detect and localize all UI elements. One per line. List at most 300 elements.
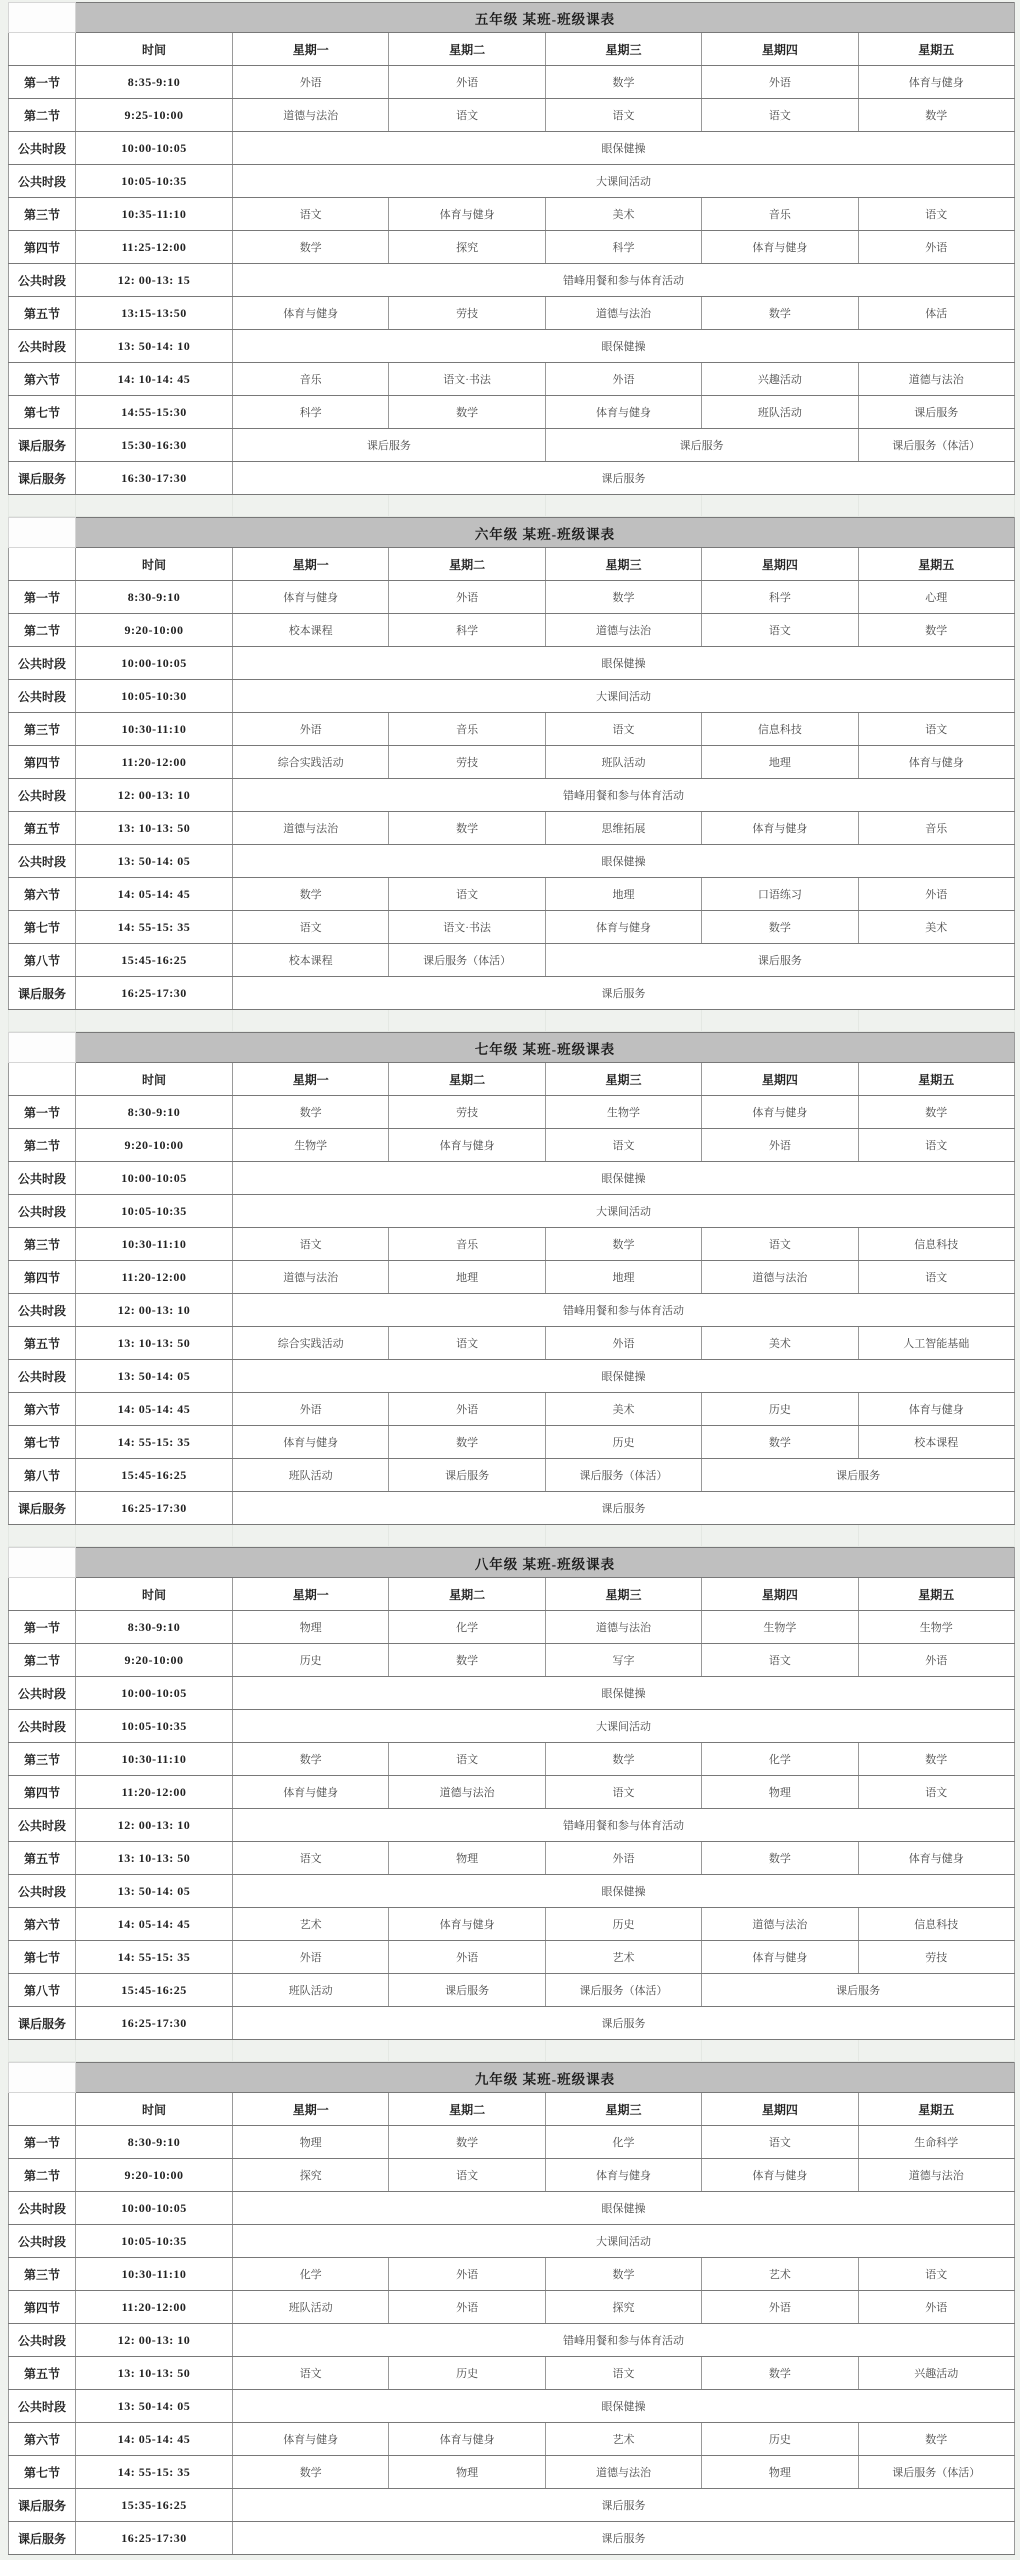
time-cell: 16:25-17:30 bbox=[76, 2522, 233, 2555]
subject-cell: 道德与法治 bbox=[233, 99, 389, 132]
day-header: 星期四 bbox=[702, 1063, 858, 1096]
subject-cell: 化学 bbox=[389, 1611, 545, 1644]
time-cell: 11:20-12:00 bbox=[76, 1776, 233, 1809]
period-label: 第一节 bbox=[9, 581, 76, 614]
timetable-4 bbox=[8, 1547, 1015, 2062]
time-cell: 10:00-10:05 bbox=[76, 2192, 233, 2225]
subject-cell: 外语 bbox=[233, 1393, 389, 1426]
subject-cell: 道德与法治 bbox=[545, 2456, 701, 2489]
subject-cell: 语文 bbox=[545, 99, 701, 132]
table-row bbox=[9, 1459, 1015, 1492]
period-label: 第一节 bbox=[9, 1096, 76, 1129]
corner-cell bbox=[9, 1548, 76, 1578]
subject-cell: 课后服务（体活） bbox=[858, 429, 1014, 462]
table-row bbox=[9, 2423, 1015, 2456]
subject-cell: 写字 bbox=[545, 1644, 701, 1677]
period-label: 公共时段 bbox=[9, 1677, 76, 1710]
period-label: 第三节 bbox=[9, 2258, 76, 2291]
subject-cell: 数学 bbox=[389, 2126, 545, 2159]
table-row bbox=[9, 1644, 1015, 1677]
subject-cell: 校本课程 bbox=[233, 614, 389, 647]
subject-cell: 音乐 bbox=[389, 713, 545, 746]
period-label: 第四节 bbox=[9, 2291, 76, 2324]
subject-cell: 语文 bbox=[545, 1776, 701, 1809]
period-label: 课后服务 bbox=[9, 429, 76, 462]
subject-cell: 课后服务 bbox=[858, 396, 1014, 429]
subject-cell: 体活 bbox=[858, 297, 1014, 330]
subject-cell: 信息科技 bbox=[858, 1908, 1014, 1941]
spacer-cell bbox=[545, 1010, 701, 1032]
period-label: 第八节 bbox=[9, 944, 76, 977]
spacer-cell bbox=[545, 1525, 701, 1547]
subject-cell: 课后服务 bbox=[389, 1459, 545, 1492]
period-label: 第二节 bbox=[9, 1644, 76, 1677]
subject-cell: 外语 bbox=[858, 2291, 1014, 2324]
subject-cell: 课后服务（体活） bbox=[389, 944, 545, 977]
subject-cell: 体育与健身 bbox=[389, 1908, 545, 1941]
subject-cell: 数学 bbox=[545, 66, 701, 99]
subject-cell: 错峰用餐和参与体育活动 bbox=[233, 1294, 1015, 1327]
subject-cell: 道德与法治 bbox=[702, 1908, 858, 1941]
table-row bbox=[9, 1809, 1015, 1842]
time-cell: 10:05-10:35 bbox=[76, 1710, 233, 1743]
time-cell: 10:00-10:05 bbox=[76, 1677, 233, 1710]
header-blank-cell bbox=[9, 1063, 76, 1096]
subject-cell: 体育与健身 bbox=[858, 1393, 1014, 1426]
table-title: 五年级 某班-班级课表 bbox=[76, 3, 1015, 33]
table-row bbox=[9, 2456, 1015, 2489]
day-header: 星期一 bbox=[233, 33, 389, 66]
subject-cell: 美术 bbox=[858, 911, 1014, 944]
spacer-cell bbox=[545, 495, 701, 517]
subject-cell: 历史 bbox=[233, 1644, 389, 1677]
table-row bbox=[9, 581, 1015, 614]
subject-cell: 生物学 bbox=[233, 1129, 389, 1162]
period-label: 第七节 bbox=[9, 396, 76, 429]
spacer-cell bbox=[702, 1525, 858, 1547]
time-cell: 8:30-9:10 bbox=[76, 1611, 233, 1644]
table-row bbox=[9, 1941, 1015, 1974]
subject-cell: 地理 bbox=[389, 1261, 545, 1294]
table-row bbox=[9, 845, 1015, 878]
time-cell: 8:30-9:10 bbox=[76, 581, 233, 614]
subject-cell: 体育与健身 bbox=[858, 66, 1014, 99]
subject-cell: 语文 bbox=[233, 1842, 389, 1875]
period-label: 课后服务 bbox=[9, 462, 76, 495]
subject-cell: 体育与健身 bbox=[389, 2423, 545, 2456]
corner-cell bbox=[9, 518, 76, 548]
subject-cell: 语文 bbox=[389, 99, 545, 132]
subject-cell: 生物学 bbox=[545, 1096, 701, 1129]
subject-cell: 数学 bbox=[702, 1842, 858, 1875]
subject-cell: 语文·书法 bbox=[389, 911, 545, 944]
subject-cell: 艺术 bbox=[702, 2258, 858, 2291]
subject-cell: 综合实践活动 bbox=[233, 746, 389, 779]
period-label: 公共时段 bbox=[9, 2225, 76, 2258]
subject-cell: 眼保健操 bbox=[233, 132, 1015, 165]
spacer-cell bbox=[9, 1525, 76, 1547]
table-row bbox=[9, 99, 1015, 132]
table-row bbox=[9, 231, 1015, 264]
subject-cell: 眼保健操 bbox=[233, 845, 1015, 878]
table-row bbox=[9, 977, 1015, 1010]
time-column-header: 时间 bbox=[76, 1063, 233, 1096]
day-header: 星期二 bbox=[389, 2093, 545, 2126]
table-row bbox=[9, 812, 1015, 845]
time-cell: 13: 50-14: 05 bbox=[76, 1360, 233, 1393]
spacer-cell bbox=[702, 1010, 858, 1032]
table-row bbox=[9, 680, 1015, 713]
subject-cell: 美术 bbox=[702, 1327, 858, 1360]
time-column-header: 时间 bbox=[76, 2093, 233, 2126]
spacer-cell bbox=[233, 1010, 389, 1032]
subject-cell: 语文 bbox=[389, 1327, 545, 1360]
table-row bbox=[9, 1677, 1015, 1710]
period-label: 第一节 bbox=[9, 66, 76, 99]
subject-cell: 体育与健身 bbox=[233, 1426, 389, 1459]
subject-cell: 数学 bbox=[389, 812, 545, 845]
time-cell: 14: 10-14: 45 bbox=[76, 363, 233, 396]
timetable-1 bbox=[8, 2, 1015, 517]
time-cell: 9:20-10:00 bbox=[76, 2159, 233, 2192]
subject-cell: 外语 bbox=[702, 1129, 858, 1162]
subject-cell: 外语 bbox=[389, 581, 545, 614]
period-label: 公共时段 bbox=[9, 2324, 76, 2357]
subject-cell: 化学 bbox=[233, 2258, 389, 2291]
subject-cell: 错峰用餐和参与体育活动 bbox=[233, 264, 1015, 297]
table-title: 九年级 某班-班级课表 bbox=[76, 2063, 1015, 2093]
subject-cell: 音乐 bbox=[702, 198, 858, 231]
subject-cell: 探究 bbox=[389, 231, 545, 264]
table-title: 八年级 某班-班级课表 bbox=[76, 1548, 1015, 1578]
subject-cell: 语文·书法 bbox=[389, 363, 545, 396]
subject-cell: 课后服务（体活） bbox=[545, 1974, 701, 2007]
time-cell: 14: 05-14: 45 bbox=[76, 2423, 233, 2456]
table-row bbox=[9, 1842, 1015, 1875]
header-blank-cell bbox=[9, 2093, 76, 2126]
subject-cell: 数学 bbox=[233, 878, 389, 911]
subject-cell: 大课间活动 bbox=[233, 1710, 1015, 1743]
period-label: 第五节 bbox=[9, 1327, 76, 1360]
time-cell: 10:35-11:10 bbox=[76, 198, 233, 231]
subject-cell: 科学 bbox=[389, 614, 545, 647]
table-row bbox=[9, 396, 1015, 429]
subject-cell: 艺术 bbox=[545, 2423, 701, 2456]
corner-cell bbox=[9, 2063, 76, 2093]
table-row bbox=[9, 713, 1015, 746]
period-label: 公共时段 bbox=[9, 1710, 76, 1743]
subject-cell: 班队活动 bbox=[233, 1974, 389, 2007]
spacer-cell bbox=[858, 2040, 1014, 2062]
period-label: 第七节 bbox=[9, 911, 76, 944]
time-cell: 15:45-16:25 bbox=[76, 1974, 233, 2007]
subject-cell: 语文 bbox=[702, 2126, 858, 2159]
subject-cell: 语文 bbox=[858, 1776, 1014, 1809]
subject-cell: 体育与健身 bbox=[858, 1842, 1014, 1875]
subject-cell: 生物学 bbox=[858, 1611, 1014, 1644]
day-header: 星期五 bbox=[858, 1063, 1014, 1096]
subject-cell: 历史 bbox=[545, 1426, 701, 1459]
period-label: 第一节 bbox=[9, 2126, 76, 2159]
time-cell: 12: 00-13: 10 bbox=[76, 779, 233, 812]
day-header: 星期二 bbox=[389, 1578, 545, 1611]
subject-cell: 外语 bbox=[389, 1941, 545, 1974]
table-row bbox=[9, 1393, 1015, 1426]
subject-cell: 数学 bbox=[233, 2456, 389, 2489]
table-row bbox=[9, 2291, 1015, 2324]
day-header: 星期四 bbox=[702, 33, 858, 66]
header-blank-cell bbox=[9, 33, 76, 66]
period-label: 公共时段 bbox=[9, 2390, 76, 2423]
subject-cell: 外语 bbox=[545, 363, 701, 396]
table-row bbox=[9, 2390, 1015, 2423]
table-row bbox=[9, 1129, 1015, 1162]
spacer-cell bbox=[76, 1010, 233, 1032]
day-header: 星期四 bbox=[702, 2093, 858, 2126]
period-label: 公共时段 bbox=[9, 1360, 76, 1393]
period-label: 第四节 bbox=[9, 1261, 76, 1294]
table-row bbox=[9, 779, 1015, 812]
period-label: 第五节 bbox=[9, 1842, 76, 1875]
subject-cell: 历史 bbox=[702, 2423, 858, 2456]
spacer-cell bbox=[9, 1010, 76, 1032]
subject-cell: 外语 bbox=[389, 1393, 545, 1426]
table-row bbox=[9, 297, 1015, 330]
table-row bbox=[9, 1875, 1015, 1908]
day-header: 星期一 bbox=[233, 2093, 389, 2126]
period-label: 公共时段 bbox=[9, 264, 76, 297]
period-label: 第六节 bbox=[9, 2423, 76, 2456]
table-row bbox=[9, 2357, 1015, 2390]
period-label: 第六节 bbox=[9, 1393, 76, 1426]
period-label: 课后服务 bbox=[9, 977, 76, 1010]
subject-cell: 语文 bbox=[233, 198, 389, 231]
table-row bbox=[9, 1492, 1015, 1525]
period-label: 第八节 bbox=[9, 1974, 76, 2007]
table-row bbox=[9, 1195, 1015, 1228]
timetable-5 bbox=[8, 2062, 1015, 2555]
subject-cell: 生命科学 bbox=[858, 2126, 1014, 2159]
period-label: 课后服务 bbox=[9, 2489, 76, 2522]
subject-cell: 校本课程 bbox=[233, 944, 389, 977]
period-label: 公共时段 bbox=[9, 1294, 76, 1327]
subject-cell: 眼保健操 bbox=[233, 1162, 1015, 1195]
subject-cell: 劳技 bbox=[389, 1096, 545, 1129]
period-label: 第三节 bbox=[9, 713, 76, 746]
table-row bbox=[9, 1776, 1015, 1809]
subject-cell: 错峰用餐和参与体育活动 bbox=[233, 2324, 1015, 2357]
time-cell: 9:25-10:00 bbox=[76, 99, 233, 132]
time-cell: 14: 55-15: 35 bbox=[76, 1426, 233, 1459]
subject-cell: 地理 bbox=[545, 1261, 701, 1294]
table-row bbox=[9, 614, 1015, 647]
subject-cell: 大课间活动 bbox=[233, 680, 1015, 713]
subject-cell: 外语 bbox=[858, 1644, 1014, 1677]
subject-cell: 数学 bbox=[545, 1228, 701, 1261]
subject-cell: 语文 bbox=[389, 2159, 545, 2192]
subject-cell: 体育与健身 bbox=[702, 231, 858, 264]
period-label: 公共时段 bbox=[9, 132, 76, 165]
day-header: 星期二 bbox=[389, 1063, 545, 1096]
subject-cell: 体育与健身 bbox=[858, 746, 1014, 779]
subject-cell: 数学 bbox=[545, 581, 701, 614]
time-cell: 15:45-16:25 bbox=[76, 1459, 233, 1492]
subject-cell: 体育与健身 bbox=[389, 198, 545, 231]
subject-cell: 体育与健身 bbox=[702, 812, 858, 845]
subject-cell: 大课间活动 bbox=[233, 165, 1015, 198]
spacer-cell bbox=[858, 1010, 1014, 1032]
period-label: 第七节 bbox=[9, 1426, 76, 1459]
subject-cell: 物理 bbox=[389, 1842, 545, 1875]
day-header: 星期五 bbox=[858, 2093, 1014, 2126]
period-label: 公共时段 bbox=[9, 845, 76, 878]
subject-cell: 课后服务 bbox=[702, 1459, 1015, 1492]
spacer-cell bbox=[702, 2040, 858, 2062]
subject-cell: 眼保健操 bbox=[233, 1875, 1015, 1908]
time-cell: 8:35-9:10 bbox=[76, 66, 233, 99]
subject-cell: 地理 bbox=[545, 878, 701, 911]
spacer-cell bbox=[389, 2040, 545, 2062]
table-row bbox=[9, 1743, 1015, 1776]
table-row bbox=[9, 2225, 1015, 2258]
subject-cell: 体育与健身 bbox=[233, 1776, 389, 1809]
subject-cell: 道德与法治 bbox=[545, 297, 701, 330]
time-cell: 9:20-10:00 bbox=[76, 1129, 233, 1162]
table-row bbox=[9, 1908, 1015, 1941]
subject-cell: 数学 bbox=[702, 911, 858, 944]
subject-cell: 外语 bbox=[233, 713, 389, 746]
subject-cell: 数学 bbox=[858, 2423, 1014, 2456]
time-cell: 10:05-10:35 bbox=[76, 165, 233, 198]
period-label: 公共时段 bbox=[9, 647, 76, 680]
subject-cell: 课后服务 bbox=[545, 429, 858, 462]
subject-cell: 语文 bbox=[858, 2258, 1014, 2291]
time-cell: 13: 10-13: 50 bbox=[76, 1842, 233, 1875]
subject-cell: 校本课程 bbox=[858, 1426, 1014, 1459]
subject-cell: 课后服务（体活） bbox=[545, 1459, 701, 1492]
subject-cell: 语文 bbox=[233, 911, 389, 944]
spacer-cell bbox=[702, 495, 858, 517]
time-cell: 14: 05-14: 45 bbox=[76, 1393, 233, 1426]
subject-cell: 语文 bbox=[389, 878, 545, 911]
header-blank-cell bbox=[9, 548, 76, 581]
time-cell: 13: 50-14: 05 bbox=[76, 2390, 233, 2423]
period-label: 第六节 bbox=[9, 363, 76, 396]
subject-cell: 眼保健操 bbox=[233, 2192, 1015, 2225]
table-row bbox=[9, 2522, 1015, 2555]
period-label: 公共时段 bbox=[9, 680, 76, 713]
subject-cell: 科学 bbox=[233, 396, 389, 429]
subject-cell: 道德与法治 bbox=[389, 1776, 545, 1809]
period-label: 第四节 bbox=[9, 746, 76, 779]
subject-cell: 语文 bbox=[233, 2357, 389, 2390]
time-cell: 16:30-17:30 bbox=[76, 462, 233, 495]
time-cell: 13: 50-14: 10 bbox=[76, 330, 233, 363]
table-row bbox=[9, 429, 1015, 462]
subject-cell: 音乐 bbox=[389, 1228, 545, 1261]
spacer-cell bbox=[233, 2040, 389, 2062]
spacer-cell bbox=[9, 2040, 76, 2062]
table-row bbox=[9, 1294, 1015, 1327]
subject-cell: 语文 bbox=[702, 1644, 858, 1677]
period-label: 公共时段 bbox=[9, 779, 76, 812]
subject-cell: 语文 bbox=[389, 1743, 545, 1776]
time-cell: 12: 00-13: 10 bbox=[76, 1294, 233, 1327]
subject-cell: 外语 bbox=[858, 878, 1014, 911]
subject-cell: 美术 bbox=[545, 198, 701, 231]
day-header: 星期三 bbox=[545, 2093, 701, 2126]
table-row bbox=[9, 363, 1015, 396]
subject-cell: 课后服务 bbox=[389, 1974, 545, 2007]
header-blank-cell bbox=[9, 1578, 76, 1611]
time-cell: 15:35-16:25 bbox=[76, 2489, 233, 2522]
subject-cell: 综合实践活动 bbox=[233, 1327, 389, 1360]
spacer-cell bbox=[233, 1525, 389, 1547]
corner-cell bbox=[9, 3, 76, 33]
subject-cell: 错峰用餐和参与体育活动 bbox=[233, 1809, 1015, 1842]
time-column-header: 时间 bbox=[76, 1578, 233, 1611]
period-label: 公共时段 bbox=[9, 2192, 76, 2225]
time-cell: 13:15-13:50 bbox=[76, 297, 233, 330]
subject-cell: 数学 bbox=[858, 1096, 1014, 1129]
period-label: 公共时段 bbox=[9, 1875, 76, 1908]
subject-cell: 数学 bbox=[545, 2258, 701, 2291]
table-row bbox=[9, 66, 1015, 99]
time-cell: 15:45-16:25 bbox=[76, 944, 233, 977]
spacer-cell bbox=[858, 495, 1014, 517]
subject-cell: 体育与健身 bbox=[702, 2159, 858, 2192]
day-header: 星期一 bbox=[233, 1578, 389, 1611]
period-label: 第六节 bbox=[9, 878, 76, 911]
time-cell: 16:25-17:30 bbox=[76, 1492, 233, 1525]
subject-cell: 体育与健身 bbox=[702, 1096, 858, 1129]
time-cell: 14:55-15:30 bbox=[76, 396, 233, 429]
subject-cell: 思维拓展 bbox=[545, 812, 701, 845]
time-cell: 13: 10-13: 50 bbox=[76, 2357, 233, 2390]
time-cell: 10:30-11:10 bbox=[76, 1743, 233, 1776]
time-cell: 9:20-10:00 bbox=[76, 614, 233, 647]
day-header: 星期一 bbox=[233, 1063, 389, 1096]
table-row bbox=[9, 1327, 1015, 1360]
spacer-cell bbox=[76, 2040, 233, 2062]
subject-cell: 数学 bbox=[389, 1644, 545, 1677]
subject-cell: 体育与健身 bbox=[545, 396, 701, 429]
subject-cell: 外语 bbox=[233, 66, 389, 99]
subject-cell: 数学 bbox=[702, 2357, 858, 2390]
subject-cell: 物理 bbox=[389, 2456, 545, 2489]
time-cell: 10:00-10:05 bbox=[76, 1162, 233, 1195]
period-label: 第一节 bbox=[9, 1611, 76, 1644]
spacer-cell bbox=[389, 1010, 545, 1032]
table-row bbox=[9, 911, 1015, 944]
subject-cell: 语文 bbox=[702, 614, 858, 647]
time-cell: 13: 10-13: 50 bbox=[76, 1327, 233, 1360]
table-row bbox=[9, 165, 1015, 198]
subject-cell: 体育与健身 bbox=[545, 2159, 701, 2192]
subject-cell: 道德与法治 bbox=[858, 2159, 1014, 2192]
subject-cell: 课后服务（体活） bbox=[858, 2456, 1014, 2489]
table-row bbox=[9, 1162, 1015, 1195]
period-label: 第七节 bbox=[9, 1941, 76, 1974]
subject-cell: 眼保健操 bbox=[233, 1677, 1015, 1710]
table-row bbox=[9, 264, 1015, 297]
subject-cell: 科学 bbox=[545, 231, 701, 264]
time-cell: 11:25-12:00 bbox=[76, 231, 233, 264]
table-row bbox=[9, 1426, 1015, 1459]
table-title: 六年级 某班-班级课表 bbox=[76, 518, 1015, 548]
subject-cell: 体育与健身 bbox=[389, 1129, 545, 1162]
subject-cell: 班队活动 bbox=[233, 2291, 389, 2324]
